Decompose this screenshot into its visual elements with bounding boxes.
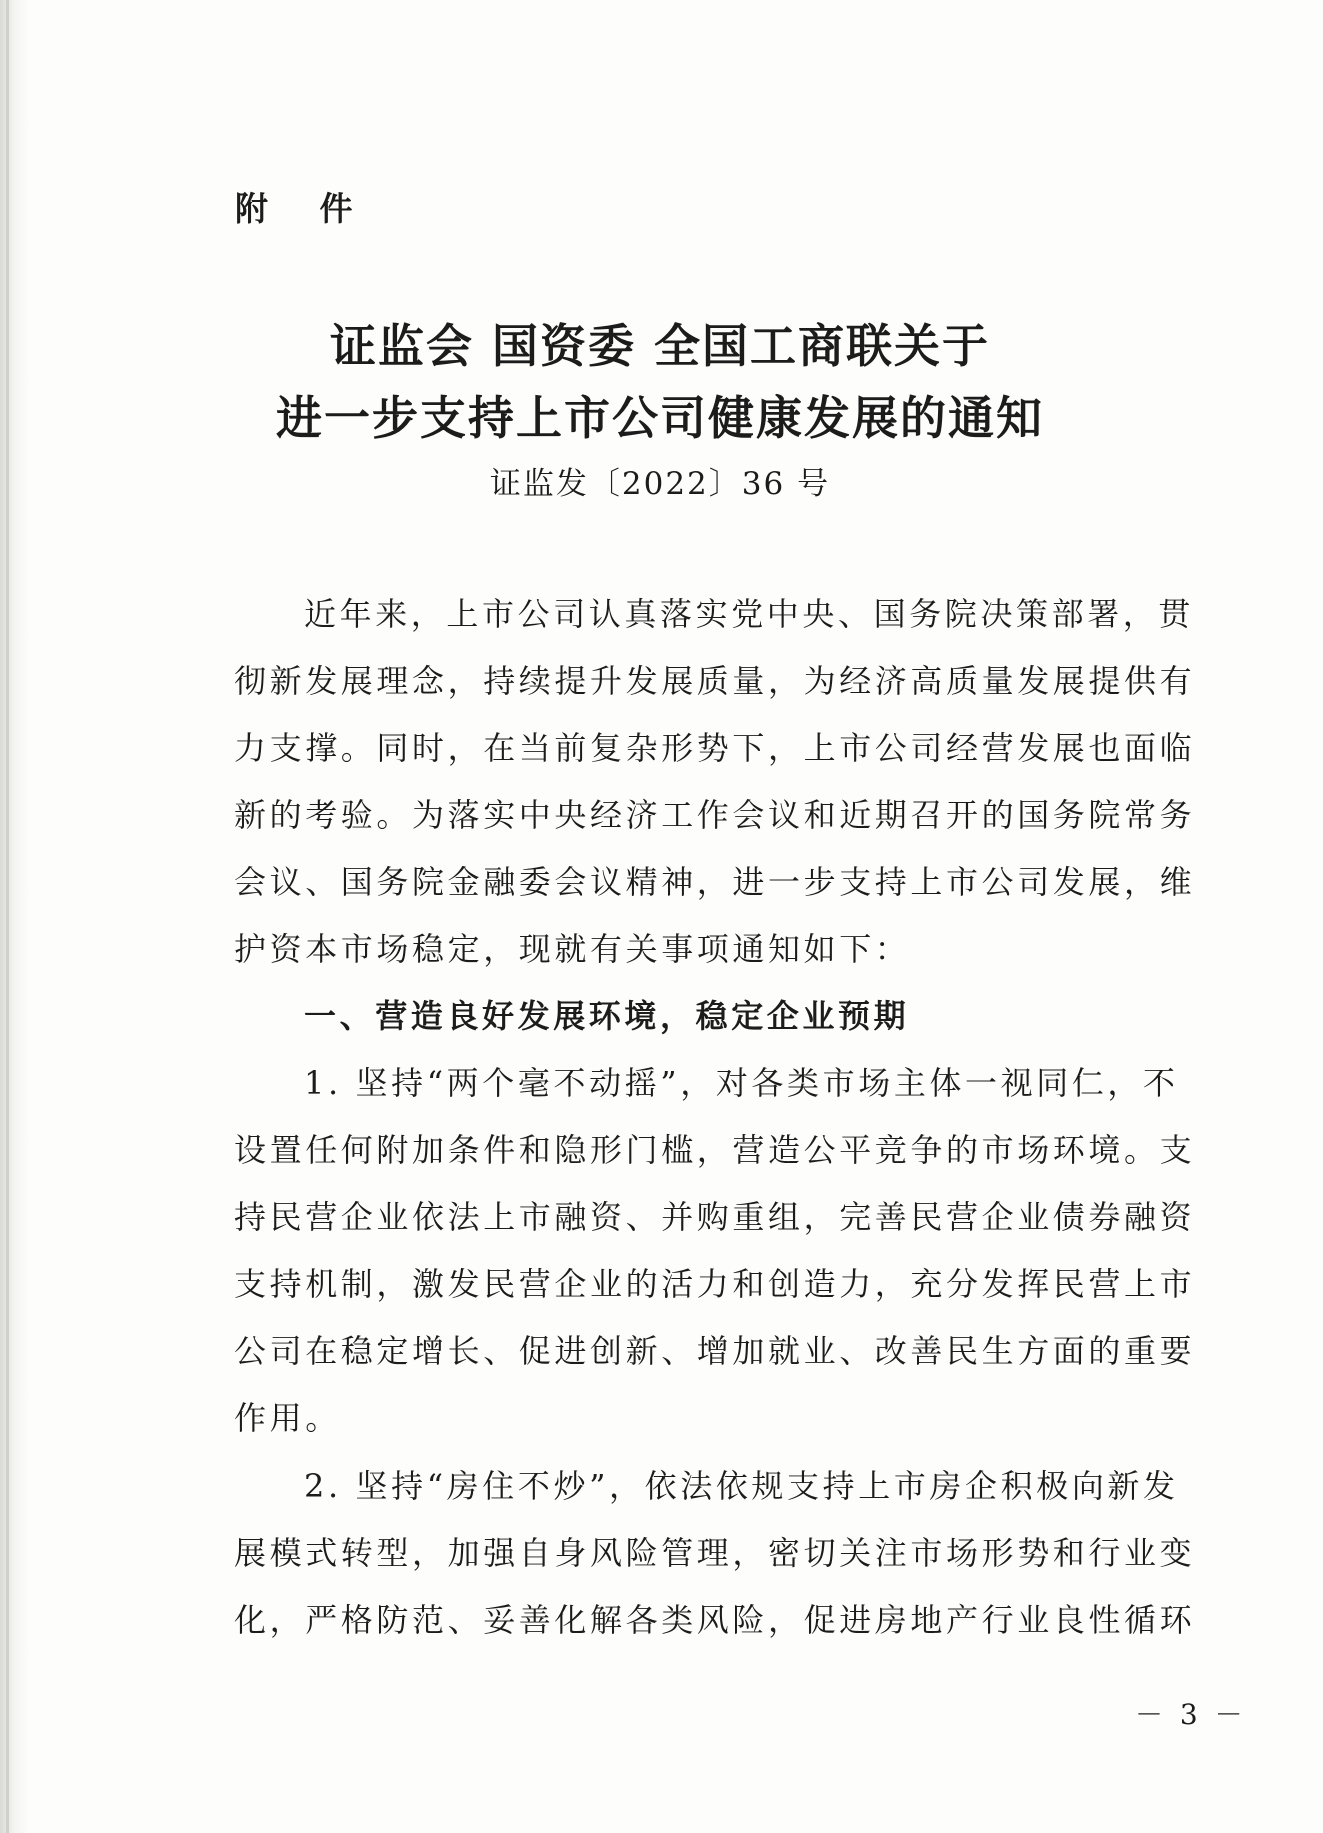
body-line: 支持机制，激发民营企业的活力和创造力，充分发挥民营上市 xyxy=(234,1265,1196,1303)
body-line: 彻新发展理念，持续提升发展质量，为经济高质量发展提供有 xyxy=(234,662,1196,700)
section-heading: 一、营造良好发展环境，稳定企业预期 xyxy=(304,997,910,1035)
body-line: 设置任何附加条件和隐形门槛，营造公平竞争的市场环境。支 xyxy=(234,1131,1196,1169)
body-line: 护资本市场稳定，现就有关事项通知如下： xyxy=(234,930,911,968)
body-line: 公司在稳定增长、促进创新、增加就业、改善民生方面的重要 xyxy=(234,1332,1196,1370)
document-title-line-1: 证监会 国资委 全国工商联关于 xyxy=(329,319,991,373)
body-line: 力支撑。同时，在当前复杂形势下，上市公司经营发展也面临 xyxy=(234,729,1196,767)
page-number: － 3 － xyxy=(1135,1698,1247,1731)
body-line: 近年来，上市公司认真落实党中央、国务院决策部署，贯 xyxy=(304,595,1195,633)
attachment-label: 附 件 xyxy=(235,189,373,228)
body-line: 持民营企业依法上市融资、并购重组，完善民营企业债券融资 xyxy=(234,1198,1196,1236)
body-line: 新的考验。为落实中央经济工作会议和近期召开的国务院常务 xyxy=(234,796,1196,834)
document-number: 证监发〔2022〕36 号 xyxy=(489,466,831,502)
body-line: 会议、国务院金融委会议精神，进一步支持上市公司发展，维 xyxy=(234,863,1196,901)
document-title-line-2: 进一步支持上市公司健康发展的通知 xyxy=(276,391,1044,445)
body-line: 作用。 xyxy=(234,1399,341,1437)
body-line: 1. 坚持“两个毫不动摇”，对各类市场主体一视同仁，不 xyxy=(304,1064,1179,1102)
body-line: 2. 坚持“房住不炒”，依法依规支持上市房企积极向新发 xyxy=(304,1467,1179,1505)
body-line: 化，严格防范、妥善化解各类风险，促进房地产行业良性循环 xyxy=(234,1601,1196,1639)
page-fold-shadow xyxy=(6,0,9,1833)
body-line: 展模式转型，加强自身风险管理，密切关注市场形势和行业变 xyxy=(234,1534,1196,1572)
